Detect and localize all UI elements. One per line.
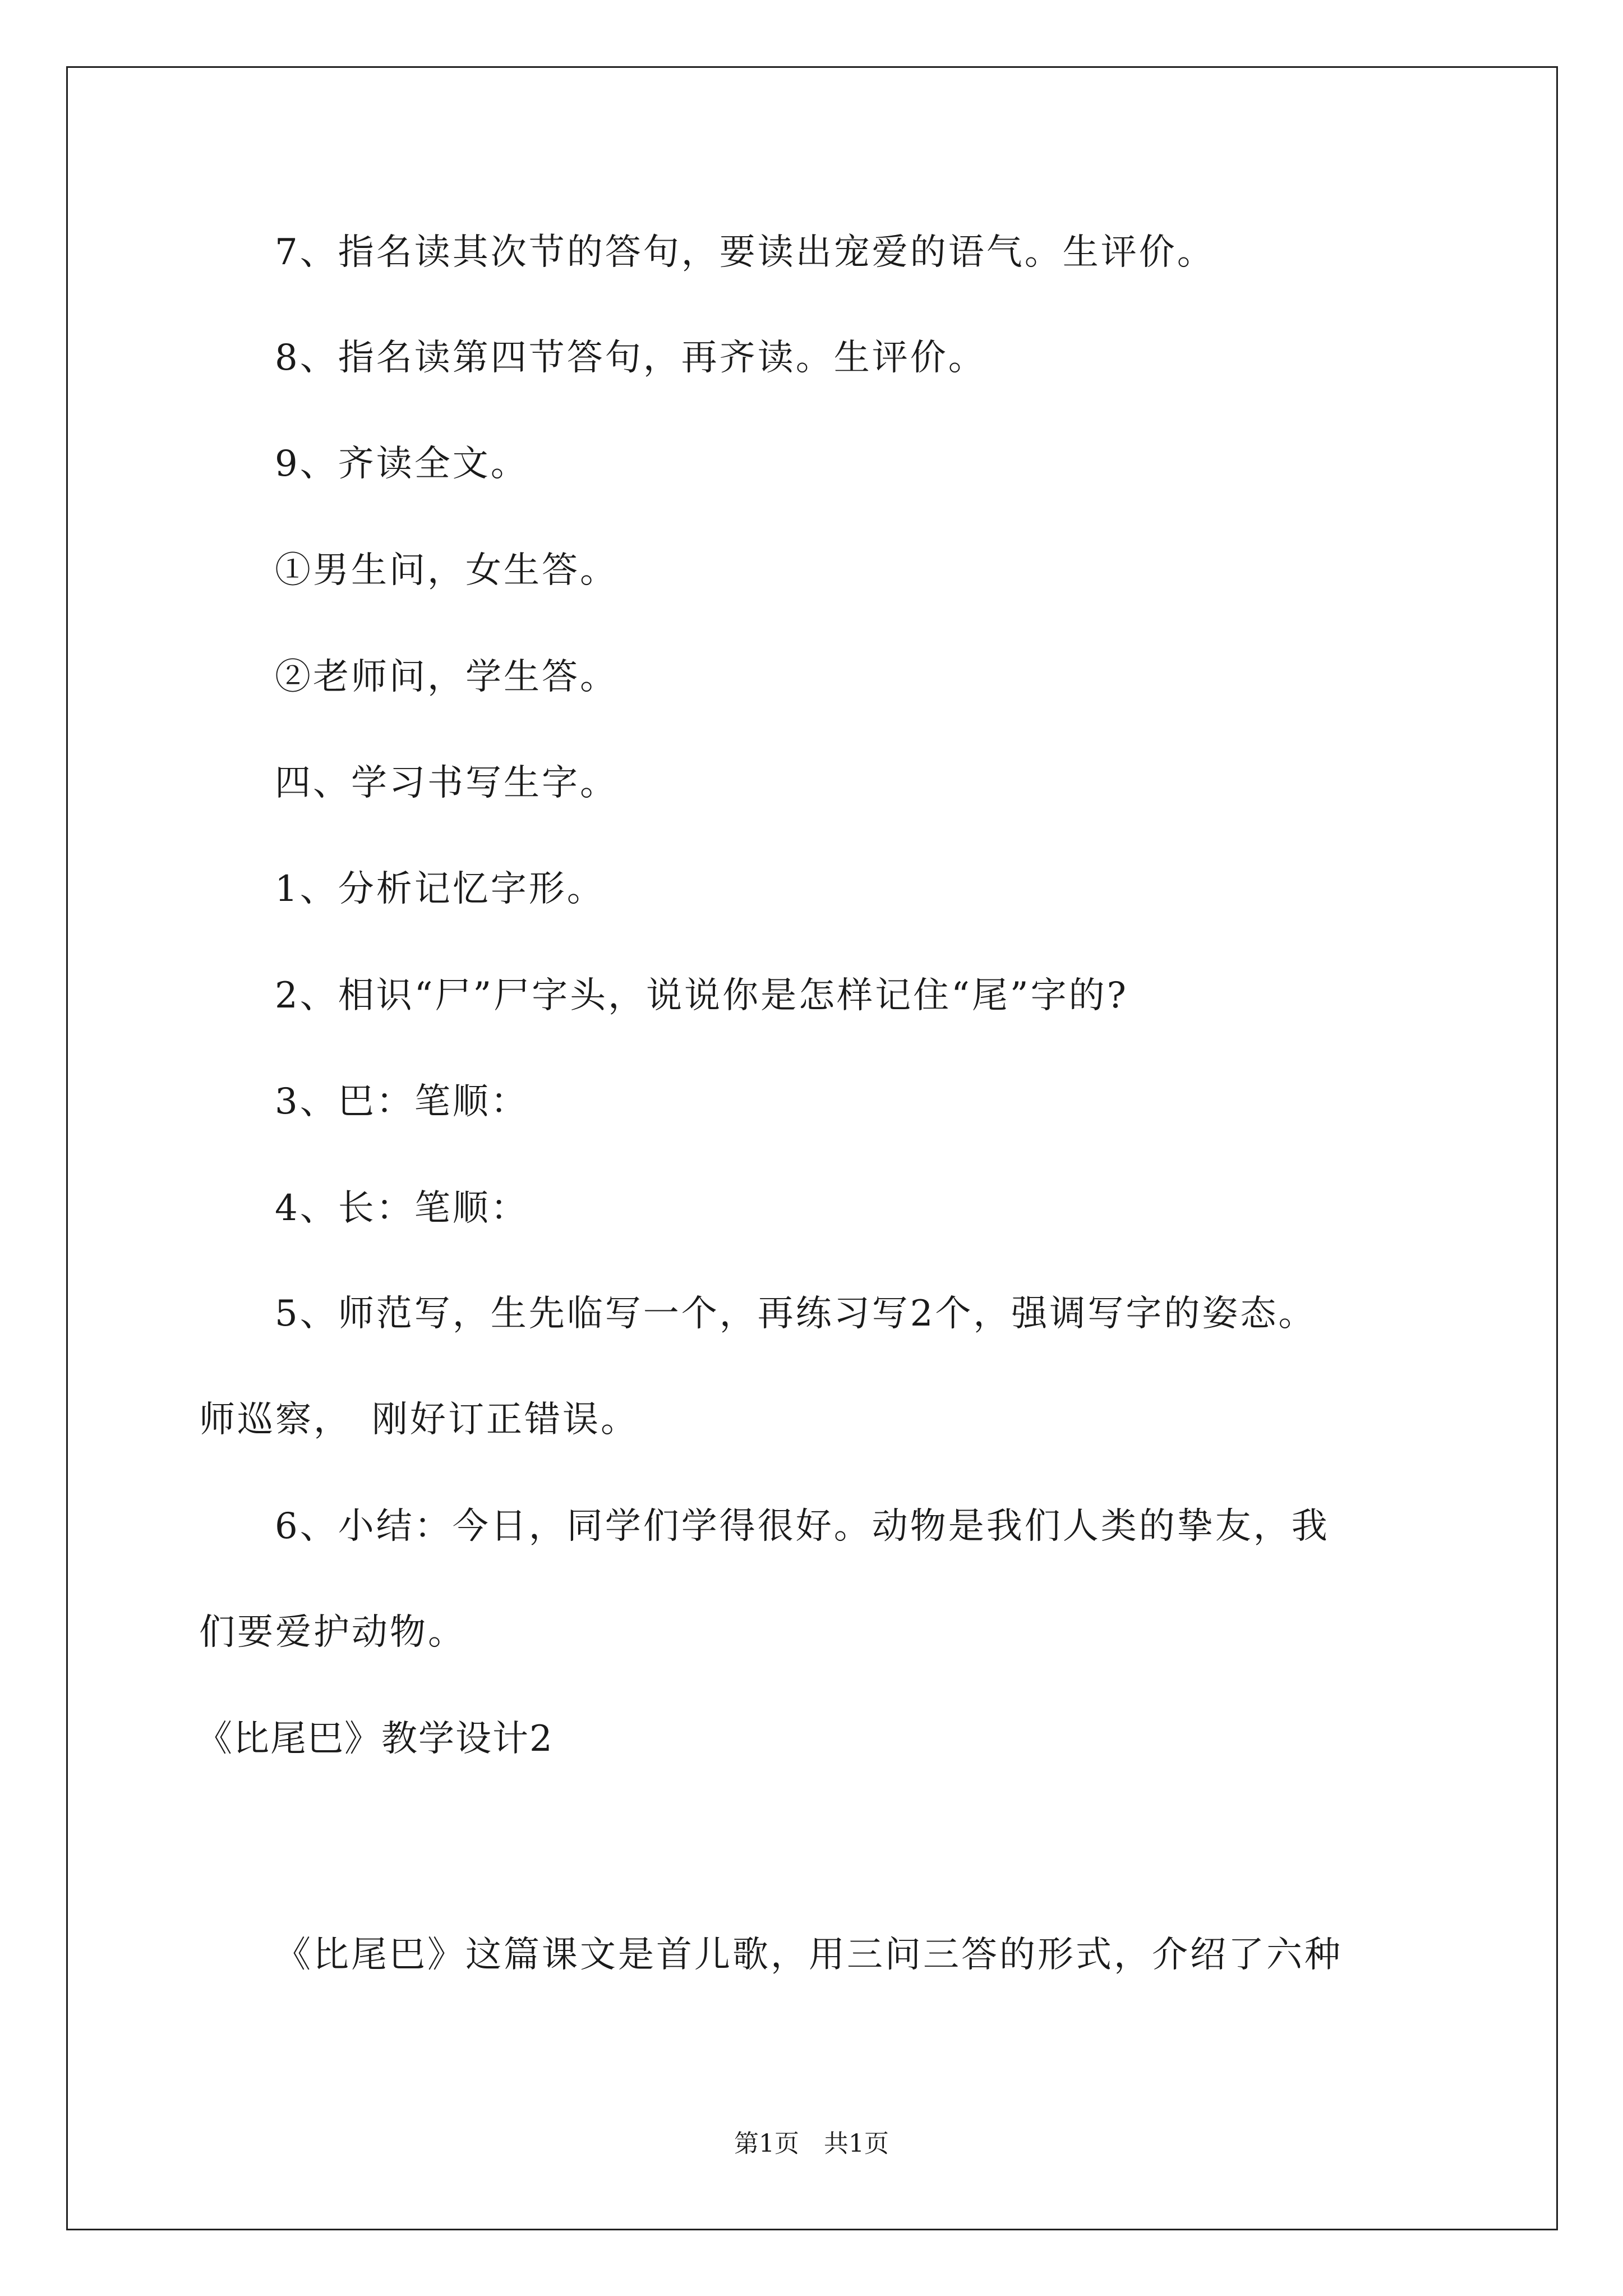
text-line: 5、师范写，生先临写一个，再练习写2个，强调写字的姿态。 [275, 1293, 1317, 1335]
text-line: 们要爱护动物。 [199, 1612, 466, 1653]
page-border [66, 66, 1558, 2230]
page-footer: 第1页 共1页 [734, 2129, 889, 2158]
text-line: 8、指名读第四节答句，再齐读。生评价。 [275, 337, 986, 379]
text-line: 1、分析记忆字形。 [275, 868, 605, 910]
text-line: 6、小结：今日，同学们学得很好。动物是我们人类的挚友，我 [275, 1506, 1330, 1547]
text-line: 师巡察， 刚好订正错误。 [199, 1399, 639, 1441]
text-line: ②老师问，学生答。 [275, 656, 618, 698]
text-line: 4、长：笔顺： [275, 1188, 529, 1229]
text-line: ①男生问，女生答。 [275, 550, 618, 591]
text-line: 9、齐读全文。 [275, 443, 529, 485]
text-line: 四、学习书写生字。 [275, 762, 618, 804]
intro-paragraph: 《比尾巴》这篇课文是首儿歌，用三问三答的形式，介绍了六种 [275, 1934, 1343, 1976]
text-line: 3、巴：笔顺： [275, 1081, 529, 1122]
text-line: 2、相识“尸”尸字头，说说你是怎样记住“尾”字的? [275, 975, 1128, 1016]
section-title: 《比尾巴》教学设计2 [196, 1718, 554, 1760]
text-line: 7、指名读其次节的答句，要读出宠爱的语气。生评价。 [275, 232, 1215, 273]
